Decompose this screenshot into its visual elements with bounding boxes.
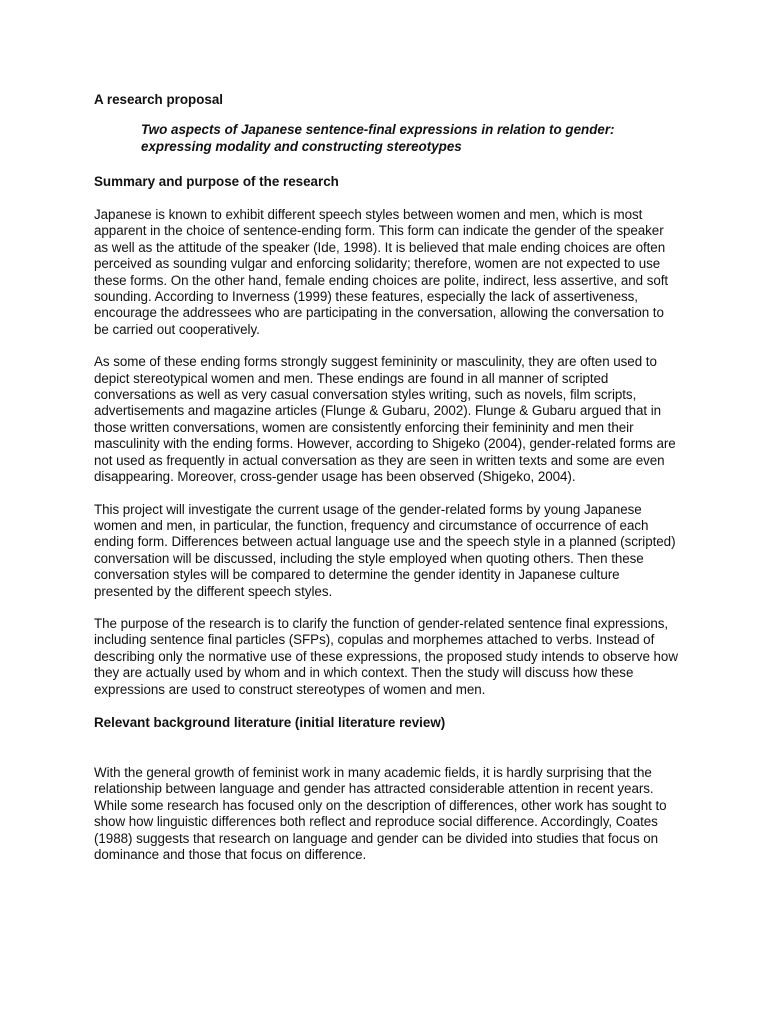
- document-page: [94, 91, 679, 863]
- section-heading-summary: Summary and purpose of the research: [94, 174, 339, 189]
- subtitle-line-1: Two aspects of Japanese sentence-final expressions in relation to gender:: [141, 122, 615, 137]
- document-subtitle: [141, 121, 679, 155]
- section-heading-background: Relevant background literature (initial literature review): [94, 714, 446, 730]
- summary-paragraph-4: The purpose of the research is to clarify the function of gender-related sentence final expressions, including sentence final particles (SFPs), copulas and morphemes attached to verbs. Instead of describing only the normative use of these expressions, the proposed study intends to observe how they are actually used by whom and in which context. Then the study will discuss how these expressions are used to construct stereotypes of women and men.: [94, 615, 678, 697]
- document-title: A research proposal: [94, 92, 223, 107]
- background-paragraph-1: With the general growth of feminist work in many academic fields, it is hardly surprising that the relationship between language and gender has attracted considerable attention in recent years. While some research has focused only on the description of differences, other work has sought to show how linguistic differences both reflect and reproduce social difference. Accordingly, Coates (1988) suggests that research on language and gender can be divided into studies that focus on dominance and those that focus on difference.: [94, 764, 667, 862]
- summary-paragraph-3: This project will investigate the current usage of the gender-related forms by young Japanese women and men, in particular, the function, frequency and circumstance of occurrence of each ending form. Differences between actual language use and the speech style in a planned (scripted) conversation will be discussed, including the style employed when quoting others. Then these conversation styles will be compared to determine the gender identity in Japanese culture presented by the different speech styles.: [94, 501, 676, 599]
- summary-paragraph-1: Japanese is known to exhibit different speech styles between women and men, which is most apparent in the choice of sentence-ending form. This form can indicate the gender of the speaker as well as the attitude of the speaker (Ide, 1998). It is believed that male ending choices are often perceived as sounding vulgar and enforcing solidarity; therefore, women are not expected to use these forms. On the other hand, female ending choices are polite, indirect, less assertive, and soft sounding. According to Inverness (1999) these features, especially the lack of assertiveness, encourage the addressees who are participating in the conversation, allowing the conversation to be carried out cooperatively.: [94, 207, 669, 337]
- summary-paragraph-2: As some of these ending forms strongly suggest femininity or masculinity, they are often used to depict stereotypical women and men. These endings are found in all manner of scripted conversations as well as very casual conversation styles writing, such as novels, film scripts, advertisements and magazine articles (Flunge & Gubaru, 2002). Flunge & Gubaru argued that in those written conversations, women are consistently enforcing their femininity and men their masculinity with the ending forms. However, according to Shigeko (2004), gender-related forms are not used as frequently in actual conversation as they are seen in written texts and some are even disappearing. Moreover, cross-gender usage has been observed (Shigeko, 2004).: [94, 354, 676, 485]
- subtitle-line-2: expressing modality and constructing stereotypes: [141, 139, 462, 154]
